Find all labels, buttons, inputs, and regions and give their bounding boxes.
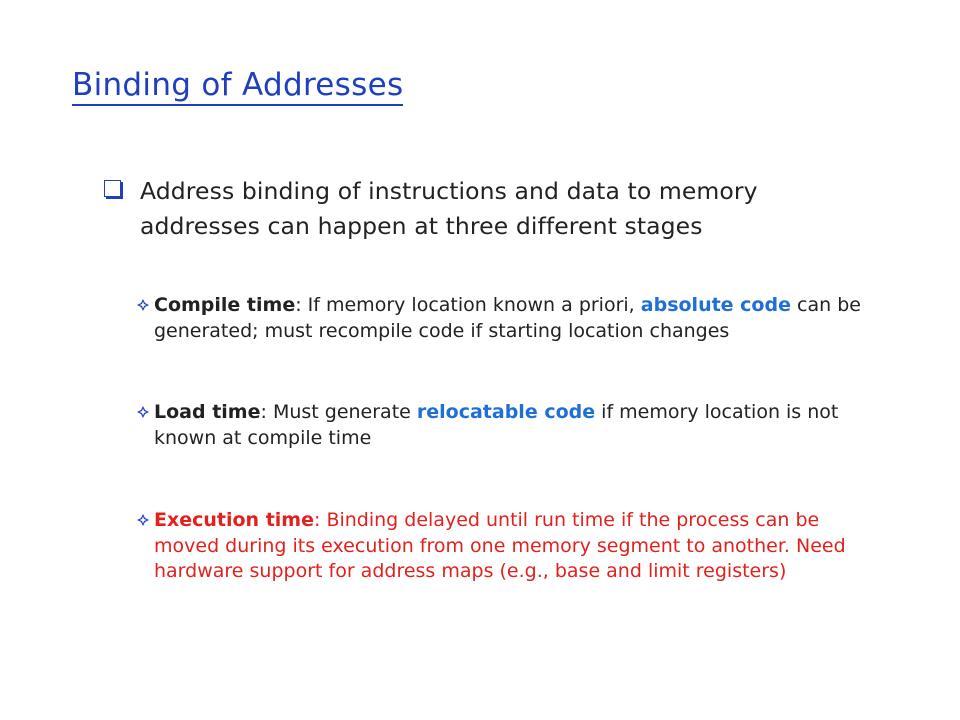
term-label: Execution time [154, 509, 314, 531]
term-label: Load time [154, 401, 261, 423]
sub-bullet-text [154, 508, 876, 585]
sub-bullet-load-time [136, 400, 876, 451]
term-separator: : [260, 401, 273, 423]
sub-text-a: Must generate [272, 401, 417, 423]
term-separator: : [313, 509, 327, 531]
sub-bullet-execution-time [136, 508, 876, 585]
term-label: Compile time [154, 294, 296, 316]
diamond-bullet-icon [136, 405, 150, 419]
diamond-bullet-icon [136, 298, 150, 312]
slide-title: Binding of Addresses [72, 66, 403, 106]
diamond-bullet-icon [136, 513, 150, 527]
highlight-term: relocatable code [416, 401, 596, 423]
sub-bullet-text [154, 293, 876, 344]
sub-text-a: Binding delayed until run time if the process can be moved during its execution from one memory segment to another. Need hardware support for address maps (e.g., base and limit registers) [154, 509, 846, 582]
sub-text-a: If memory location known a priori, [307, 294, 641, 316]
main-bullet [104, 174, 864, 244]
sub-bullet-compile-time [136, 293, 876, 344]
sub-text-b: if memory location is not known at compile time [154, 401, 839, 449]
main-bullet-text: Address binding of instructions and data to memory addresses can happen at three different stages [140, 177, 758, 240]
sub-text-b: can be generated; must recompile code if starting location changes [154, 294, 861, 342]
term-separator: : [295, 294, 308, 316]
sub-bullet-text [154, 400, 876, 451]
highlight-term: absolute code [640, 294, 791, 316]
square-bullet-icon [104, 180, 121, 197]
